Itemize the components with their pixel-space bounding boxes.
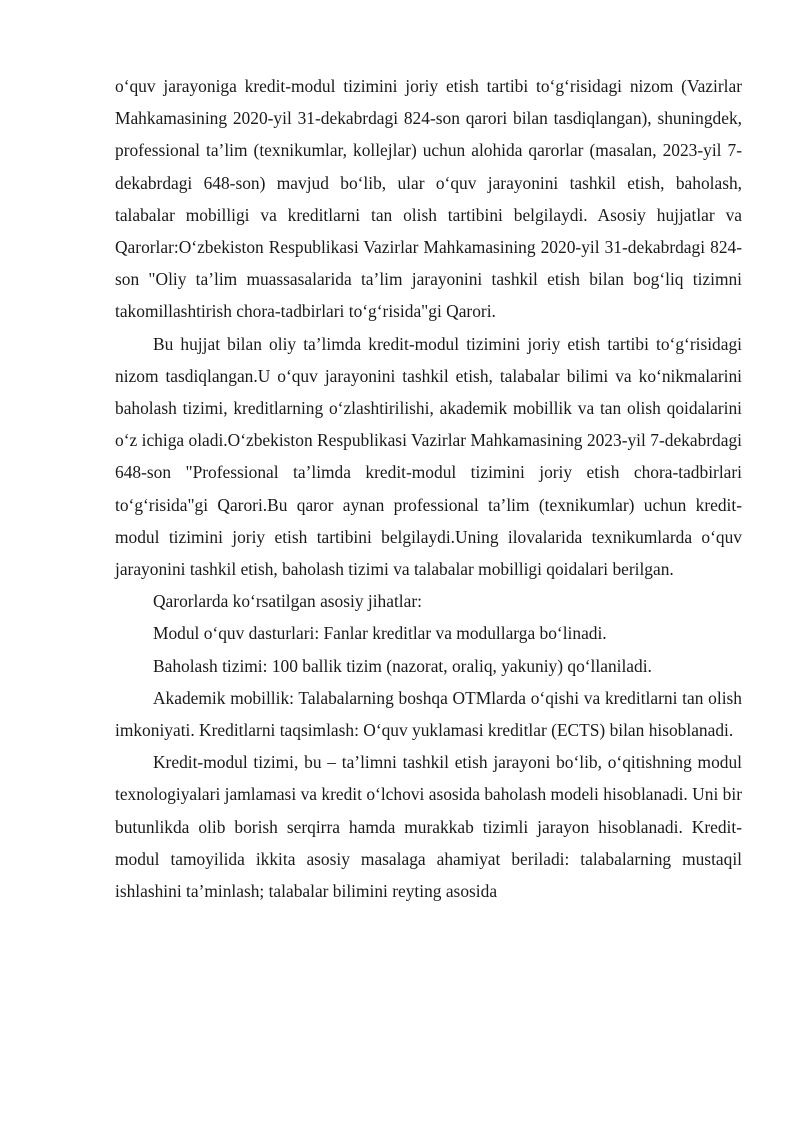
- list-item: Baholash tizimi: 100 ballik tizim (nazorat, oraliq, yakuniy) qo‘llaniladi.: [153, 655, 652, 676]
- document-page: [115, 70, 742, 907]
- paragraph: Bu hujjat bilan oliy ta’limda kredit-modul tizimini joriy etish tartibi to‘g‘risidagi nizom tasdiqlangan.U o‘quv jarayonini tashkil etish, talabalar bilimi va ko‘nikmalarini baholash tizimi, kreditlarning o‘zlashtirilishi, akademik mobillik va tan olish qoidalarini o‘z ichiga oladi.O‘zbekiston Respublikasi Vazirlar Mahkamasining 2023-yil 7-dekabrdagi 648-son "Professional ta’limda kredit-modul tizimini joriy etish chora-tadbirlari to‘g‘risida"gi Qarori.Bu qaror aynan professional ta’lim (texnikumlar) uchun kredit-modul tizimini joriy etish tartibini belgilaydi.Uning ilovalarida texnikumlarda o‘quv jarayonini tashkil etish, baholash tizimi va talabalar mobilligi qoidalari berilgan.: [115, 333, 742, 580]
- list-item: Akademik mobillik: Talabalarning boshqa OTMlarda o‘qishi va kreditlarni tan olish imkoniyati. Kreditlarni taqsimlash: O‘quv yuklamasi kreditlar (ECTS) bilan hisoblanadi.: [115, 687, 742, 741]
- paragraph-continuation: o‘quv jarayoniga kredit-modul tizimini joriy etish tartibi to‘g‘risidagi nizom (Vazirlar Mahkamasining 2020-yil 31-dekabrdagi 824-son qarori bilan tasdiqlangan), shuningdek, professional ta’lim (texnikumlar, kollejlar) uchun alohida qarorlar (masalan, 2023-yil 7-dekabrdagi 648-son) mavjud bo‘lib, ular o‘quv jarayonini tashkil etish, baholash, talabalar mobilligi va kreditlarni tan olish tartibini belgilaydi. Asosiy hujjatlar va Qarorlar:O‘zbekiston Respublikasi Vazirlar Mahkamasining 2020-yil 31-dekabrdagi 824-son "Oliy ta’lim muassasalarida ta’lim jarayonini tashkil etish bilan bog‘liq tizimni takomillashtirish chora-tadbirlari to‘g‘risida"gi Qarori.: [115, 76, 742, 322]
- paragraph-heading: Qarorlarda ko‘rsatilgan asosiy jihatlar:: [153, 591, 422, 612]
- paragraph: Kredit-modul tizimi, bu – ta’limni tashkil etish jarayoni bo‘lib, o‘qitishning modul texnologiyalari jamlamasi va kredit o‘lchovi asosida baholash modeli hisoblanadi. Uni bir butunlikda olib borish serqirra hamda murakkab tizimli jarayon hisoblanadi. Kredit-modul tamoyilida ikkita asosiy masalaga ahamiyat beriladi: talabalarning mustaqil ishlashini ta’minlash; talabalar bilimini reyting asosida: [115, 752, 742, 902]
- list-item: Modul o‘quv dasturlari: Fanlar kreditlar va modullarga bo‘linadi.: [153, 623, 607, 644]
